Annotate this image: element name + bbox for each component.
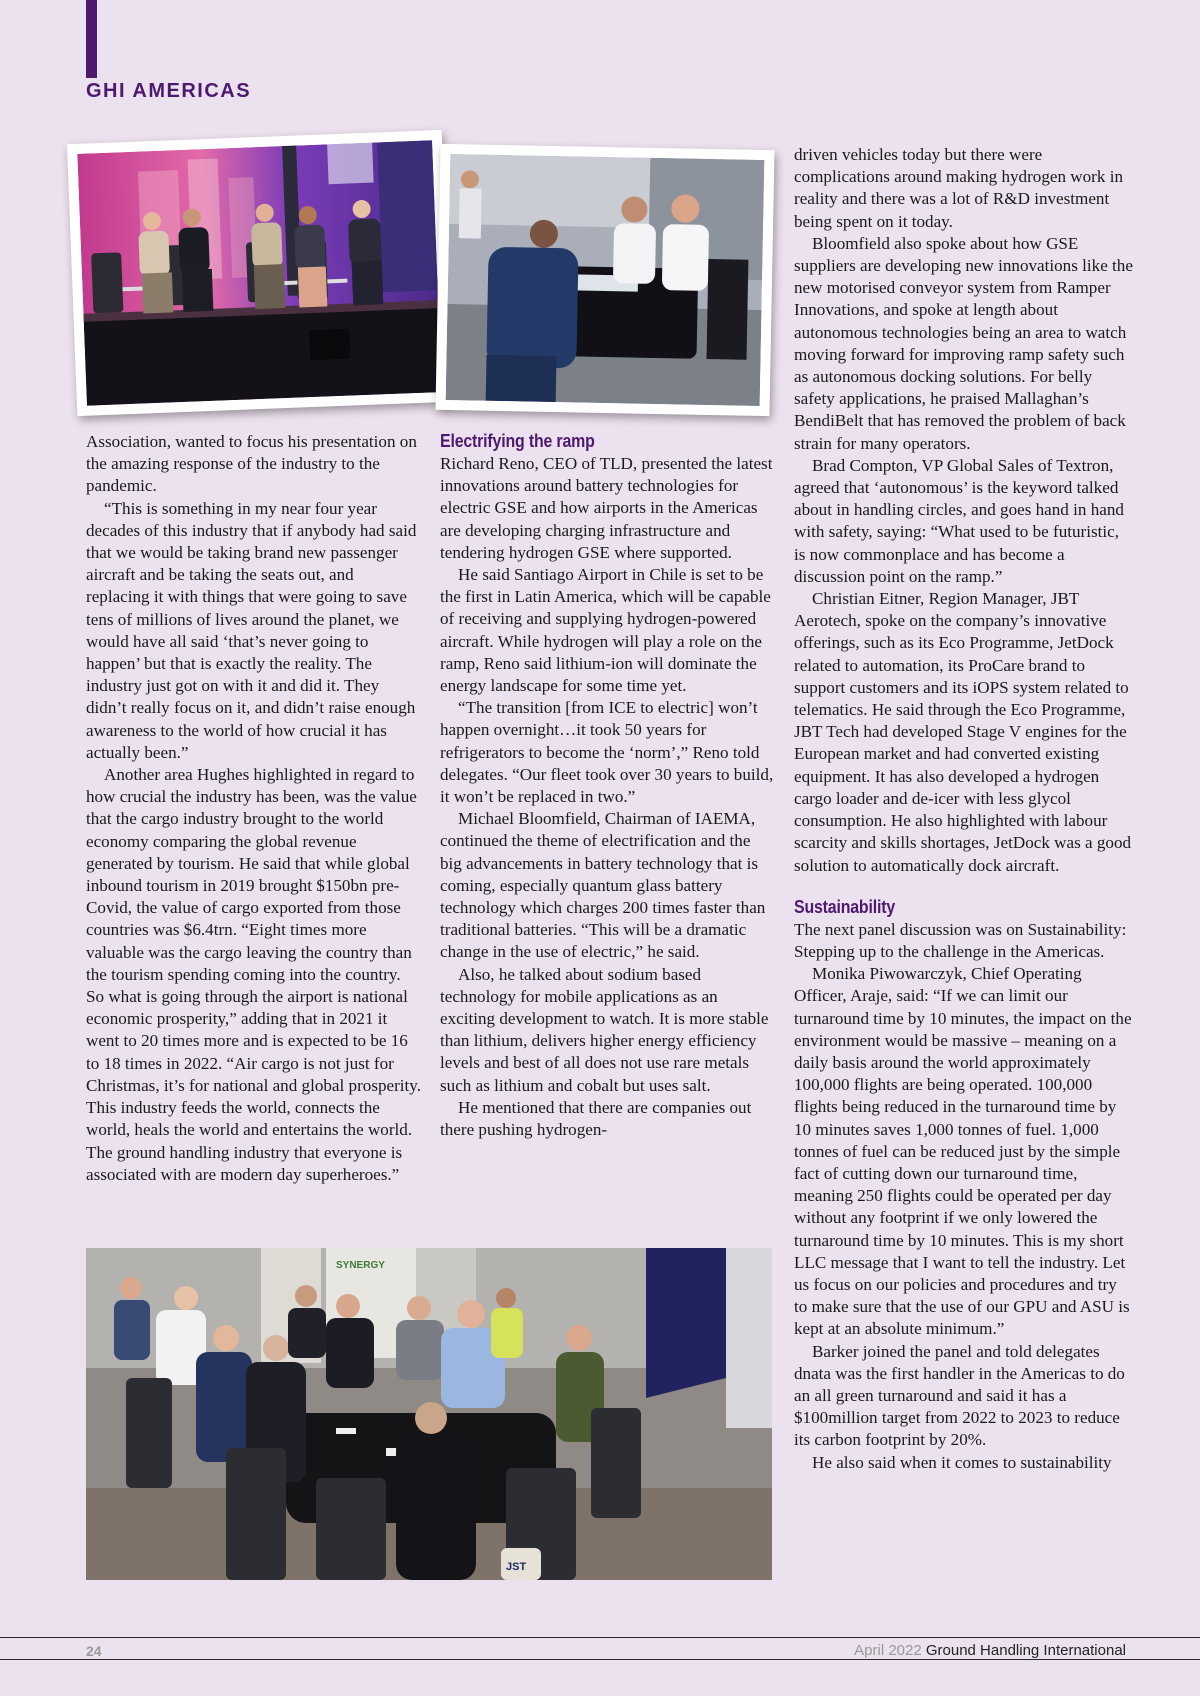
paragraph: “This is something in my near four year decades of this industry that if anybody had said that we would be taking brand new passenger aircraft and be taking the seats out, and replacing it with things that were going to save tens of millions of lives around the planet, we would have all said ‘that’s never going to happen’ but that is exactly the reality. The industry just got on with it and did it. They didn’t really focus on it, and didn’t raise enough awareness to the world of how crucial it has actually been.” [86,498,417,762]
section-label: GHI AMERICAS [86,80,252,102]
roundtable-image [86,1248,772,1580]
issue-date: April 2022 [854,1642,922,1659]
subheading-sustainability: Sustainability [794,895,896,917]
subheading-electrifying-the-ramp: Electrifying the ramp [440,430,595,451]
table-discussion-image [446,154,765,406]
footer-rule-bottom [0,1659,1200,1660]
stage-panel-image [77,140,441,405]
footer-rule-top [0,1637,1200,1638]
article-column-1 [86,431,421,1186]
paragraph: “The transition [from ICE to electric] won’t happen overnight…it took 50 years for refrigerators to become the ‘norm’,” Reno told delegates. “Our fleet took over 30 years to build, it won’t be replaced in two.” [440,698,774,807]
paragraph: Barker joined the panel and told delegates dnata was the first handler in the Americas to do an all green turnaround and said it has a $100million target from 2022 to 2023 to reduce its carbon footprint by 20%. [794,1341,1125,1450]
article-column-2 [440,429,775,1141]
paragraph: driven vehicles today but there were complications around making hydrogen work in reality and there was a lot of R&D investment being spent on it today. [794,145,1123,231]
paragraph: Monika Piwowarczyk, Chief Operating Officer, Araje, said: “If we can limit our turnaround time by 10 minutes, the impact on the environment would be massive – meaning on a daily basis around the world approximately 100,000 flights are being operated. 100,000 flights being reduced in the turnaround time by 10 minutes saves 1,000 tonnes of fuel. 1,000 tonnes of fuel can be reduced just by the simple fact of cutting down our turnaround time, meaning 250 flights could be operated per day without any footprint if we only lowered the turnaround time by 10 minutes. This is my short LLC message that I want to tell the industry. Let us focus on our policies and procedures and try to make sure that the use of our GPU and ASU is kept at an absolute minimum.” [794,964,1132,1339]
header-accent-bar [86,0,97,78]
paragraph: Brad Compton, VP Global Sales of Textron, agreed that ‘autonomous’ is the keyword talked about in handling circles, and goes hand in hand with safety, saying: “What used to be futuristic, is now commonplace and has become a discussion point on the ramp.” [794,455,1124,586]
synergy-sign-text: SYNERGY [336,1260,385,1271]
logo-text: JST [506,1561,527,1573]
paragraph: He also said when it comes to sustainability [812,1452,1112,1472]
article-column-3 [794,144,1134,1474]
paragraph: Also, he talked about sodium based technology for mobile applications as an exciting development to watch. It is more stable than lithium, delivers higher energy efficiency levels and best of all does not use rare metals such as lithium and cobalt but uses salt. [440,964,769,1095]
paragraph: The next panel discussion was on Sustainability: Stepping up to the challenge in the Americas. [794,919,1127,961]
paragraph: He said Santiago Airport in Chile is set to be the first in Latin America, which will be capable of receiving and supplying hydrogen-powered aircraft. While hydrogen will play a role on the ramp, Reno said lithium-ion will dominate the energy landscape for some time yet. [440,565,771,696]
photo-roundtable [86,1248,772,1580]
photo-table-discussion [435,144,774,416]
paragraph: Association, wanted to focus his presentation on the amazing response of the industry to the pandemic. [86,432,417,496]
paragraph: Christian Eitner, Region Manager, JBT Aerotech, spoke on the company’s innovative offerings, such as its Eco Programme, JetDock related to automation, its ProCare brand to support customers and its iOPS system related to telematics. He said through the Eco Programme, JBT Tech had developed Stage V engines for the European market and had converted existing equipment. It has also developed a hydrogen cargo loader and de-icer with less glycol consumption. He also highlighted with labour scarcity and skills shortages, JetDock was a good solution to automatically dock aircraft. [794,589,1132,875]
paragraph: He mentioned that there are companies out there pushing hydrogen- [440,1097,752,1140]
paragraph: Bloomfield also spoke about how GSE suppliers are developing new innovations like the new motorised conveyor system from Ramper Innovations, and spoke at length about autonomous technologies being an area to watch moving forward for improving ramp safety such as autonomous docking solutions. For belly safety applications, he praised Mallaghan’s BendiBelt that has removed the problem of back strain for many operators. [794,233,1133,453]
page-number: 24 [86,1643,102,1659]
paragraph: Michael Bloomfield, Chairman of IAEMA, continued the theme of electrification and the big advancements in battery technology that is coming, especially quantum glass battery technology which charges 200 times faster than traditional batteries. “This will be a dramatic change in the use of electric,” he said. [440,809,766,962]
photo-stage-panel [67,130,452,416]
magazine-name: Ground Handling International [925,1642,1126,1659]
footer-publication [854,1642,1126,1659]
paragraph: Richard Reno, CEO of TLD, presented the latest innovations around battery technologies for electric GSE and how airports in the Americas are developing charging infrastructure and tendering hydrogen GSE where supported. [440,454,773,562]
paragraph: Another area Hughes highlighted in regard to how crucial the industry has been, was the value that the cargo industry brought to the world economy comparing the global revenue generated by tourism. He said that while global inbound tourism in 2019 brought $150bn pre-Covid, the value of cargo exported from those countries was $6.4trn. “Eight times more valuable was the cargo leaving the country than the tourism spending coming into the country. So what is going through the airport is national economic prosperity,” adding that in 2021 it went to 20 times more and is expected to be 16 to 18 times in 2022. “Air cargo is not just for Christmas, it’s for national and global prosperity. This industry feeds the world, connects the world, heals the world and entertains the world. The ground handling industry that everyone is associated with are modern day superheroes.” [86,765,422,1184]
